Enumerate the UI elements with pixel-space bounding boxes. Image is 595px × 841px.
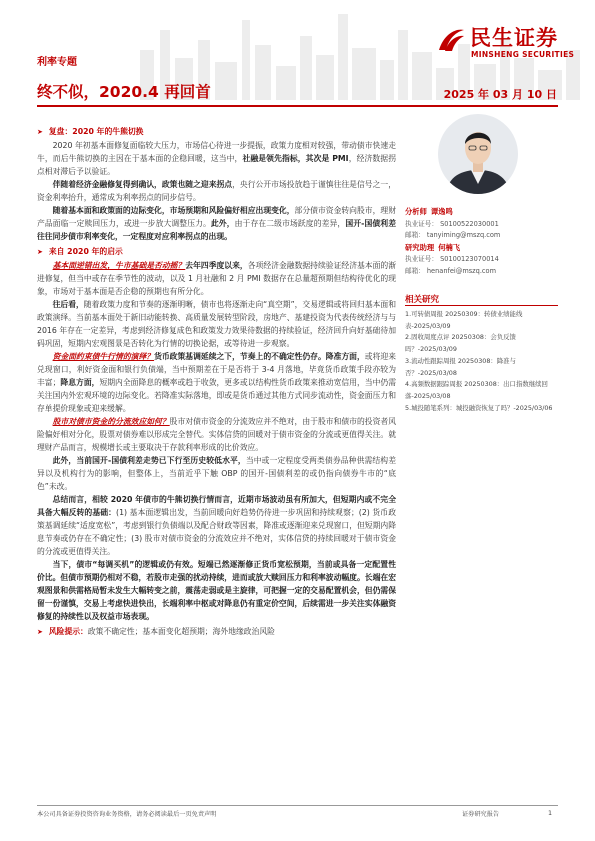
paragraph: 基本面逆错出发，牛市基础是否动摇？去年四季度以来，各项经济金融数据持续验证经济基本面的渐进修复，但当中或存在季节性的波动，以及 1 月社融和 2 月 PMI 数据存在总量超预期但结构待优化的现象，市场对于基本面是否企稳的预期也有所分化。 (37, 261, 397, 296)
related-item[interactable]: 2.固收周度点评 20250308：会负反馈吗？-2025/03/09 (405, 333, 516, 354)
footer-disclaimer: 本公司具备证券投资咨询业务资格，请务必阅读最后一页免责声明 (37, 811, 217, 818)
paragraph: 随着基本面和政策面的边际变化，市场预期和风险偏好相应出现变化，部分债市资金转向股市，理财产品面临一定赎回压力，或进一步放大调整压力。此外，由于存在二级市场跃度的差异，国开-国债利差往往同步债市利率变化，一定程度对应利率拐点的出现。 (37, 206, 397, 241)
page-number: 1 (548, 809, 553, 817)
paragraph: 总结而言，相较 2020 年债市的牛熊切换行情而言，近期市场波动虽有所加大，但短期内或不完全具备大幅反转的基础：(1) 基本面逻辑出发，当前回暖向好趋势仍待进一步巩固和持续观察；(2) 货币政策基调延续“适度宽松”，考虑到银行负债端以及配合财政等因素，降准或逐渐迎来兑现窗口，但短期内降息节奏或仍存在不确定性；(3) 股市对债市资金的分流效应并不绝对，实体信贷的持续回暖对于债市资金的分流或更值得关注。 (37, 495, 397, 556)
related-research-divider (405, 305, 558, 306)
paragraph: 资金面约束债牛行情的演绎？货币政策基调延续之下，节奏上的不确定性仍存。降准方面，或将迎来兑现窗口，利好资金面和银行负债端，当中预期差在于是否将于 3-4 月落地，毕竟货币政策手段亦较为丰富；降息方面，短期内全面降息的概率或趋于收敛，更多或以结构性货币政策来推动宽信用，当中仍需关注国内外宏观环境的边际变化。若降准实际落地，即或是货币通过其他方式同步流动性，资金面压力和存单提价现象或迎来缓解。 (37, 352, 397, 413)
footer-report-type: 证券研究报告 (462, 811, 500, 818)
paragraph: 股市对债市资金的分流效应如何？股市对债市资金的分流效应并不绝对，由于股市和债市的投资者风险偏好相对分化，股票对债券难以形成完全替代。实体信贷的回暖对于债市资金的分流或更值得关注。就理财产品而言，规模增长或主要取决于存款利率形成的比价效应。 (37, 417, 397, 452)
related-item[interactable]: 4.高频数据跟踪周报 20250308：出口指数继续回落-2025/03/08 (405, 380, 548, 400)
logo-chinese-name: 民生证券 (470, 26, 558, 50)
arrow-icon: ➤ (37, 248, 43, 256)
arrow-icon: ➤ (37, 128, 43, 136)
analyst-info (405, 206, 558, 277)
header-divider (37, 105, 558, 107)
report-date: 2025 年 03 月 10 日 (443, 88, 557, 101)
analyst-1-email[interactable]: 邮箱： tanyiming@mszq.com (405, 231, 501, 239)
report-body (37, 123, 396, 639)
logo-english-name: MINSHENG SECURITIES (471, 50, 575, 59)
analyst-1: 分析师 谭逸鸣 (405, 207, 453, 216)
analyst-photo (438, 114, 518, 194)
section-heading-lessons: ➤ 来自 2020 年的启示 (37, 247, 123, 256)
paragraph: 此外，当前国开-国债利差走势已下行至历史较低水平，当中或一定程度受两类债券品种供需结构差异以及机构行为的影响，但整体上，当前近乎下触 OBP 的国开-国债利差的或仍指向债券牛市的“底色”未改。 (37, 456, 397, 491)
related-research-title: 相关研究 (405, 295, 440, 305)
paragraph: 伴随着经济金融修复得到确认，政策也随之迎来拐点，央行公开市场投放趋于谨慎往往是信号之一，资金利率抬升，通常成为利率拐点的同步信号。 (37, 180, 397, 202)
report-title: 终不似，2020.4 再回首 (37, 83, 211, 101)
section-heading-review: ➤ 复盘：2020 年的牛熊切换 (37, 127, 144, 136)
paragraph: 往后看，随着政策力度和节奏的逐渐明晰，债市也将逐渐走向“真空期”，交易逻辑或将回归基本面和政策演绎。当前基本面处于新旧动能转换、高质量发展转型阶段，房地产、基建投资为代表传统经济与与 2016 年存在一定差异，考虑到经济修复成色和政策发力效果待数据的持续验证，经济回升向好基础待加码巩固，短期内宏观图景是否转化为行情的切换论据，或等待进一步观察。 (37, 300, 397, 348)
analyst-2: 研究助理 何楠飞 (405, 242, 461, 252)
related-research-list (405, 309, 558, 414)
related-item[interactable]: 1.可转债周报 20250309：转债业绩能线表-2025/03/09 (405, 310, 523, 330)
footer-divider (37, 805, 558, 806)
analyst-1-cert: 执业证号： S0100522030001 (405, 219, 499, 228)
paragraph: 当下，债市“每调买机”的逻辑或仍有效。短端已然逐渐修正货币宽松预期，当前或具备一定配置性价比。但债市预期仍相对不稳，若股市走强的扰动持续，进而或放大赎回压力和利率波动幅度。长端在宏观图景和供需格局暂未发生大幅转变之前，震荡走弱或是主旋律，可把握一定的交易配置机会，但仍需保留一份谨慎，交易上考虑快进快出，长端利率中枢或对降息仍有重定价空间，后续需进一步关注实体融资修复的持续性以及权益市场表现。 (37, 560, 396, 621)
related-item[interactable]: 5.城投随笔系列：城投融资恢复了吗？-2025/03/06 (405, 403, 553, 412)
analyst-2-email[interactable]: 邮箱： henanfei@mszq.com (405, 266, 496, 275)
related-item[interactable]: 3.流动性跟踪周报 20250308：降准与否？-2025/03/08 (405, 356, 516, 377)
risk-warning: ➤ 风险提示：政策不确定性；基本面变化超预期；海外地缘政治风险 (37, 627, 275, 636)
report-category: 利率专题 (37, 57, 77, 68)
paragraph: 2020 年初基本面修复面临较大压力，市场信心待进一步提振，政策力度相对较强，带动债市快速走牛，而后牛熊切换的主因在于基本面的企稳回暖，这当中，社融是领先指标，其次是 PMI，经济数据拐点相对滞后予以验证。 (37, 141, 397, 176)
arrow-icon: ➤ (37, 628, 43, 636)
minsheng-logo-mark-icon (436, 24, 466, 54)
analyst-2-cert: 执业证号： S0100123070014 (405, 255, 499, 263)
